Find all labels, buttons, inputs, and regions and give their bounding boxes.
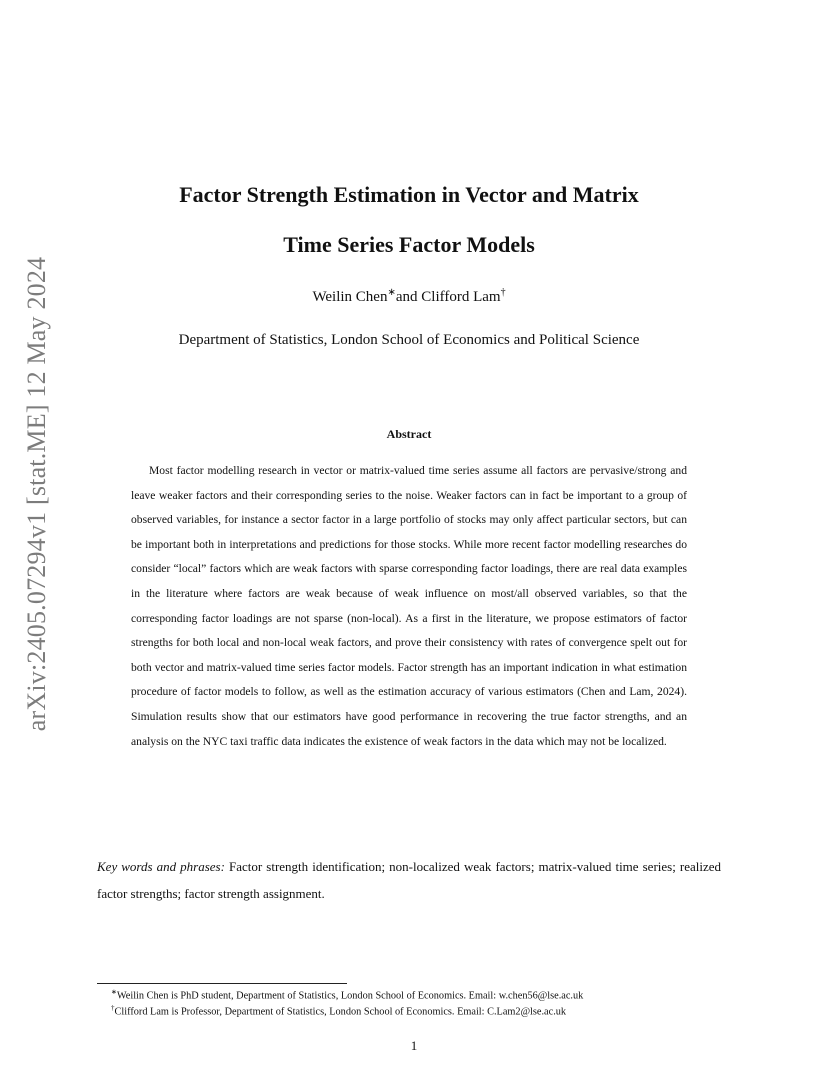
author-affiliation: Department of Statistics, London School of Economics and Political Science xyxy=(178,332,640,348)
paper-title xyxy=(100,170,718,270)
footnotes xyxy=(111,986,711,1019)
author-footnote-mark-1: ∗ xyxy=(387,287,396,298)
footnote-text-1: Weilin Chen is PhD student, Department of Statistics, London School of Economics. Email: w.chen56@lse.ac.uk xyxy=(116,990,584,1002)
abstract-text: Most factor modelling research in vector or matrix-valued time series assume all factors are pervasive/strong and leave weaker factors and their corresponding series to the noise. Weaker factors can in fact be important to a group of observed variables, for instance a sector factor in a large portfolio of stocks may only affect particular sectors, but can be important both in interpretations and predictions for those stocks. While more recent factor modelling researches do consider “local” factors which are weak factors with sparse corresponding factor loadings, there are real data examples in the literature where factors are weak because of weak influence on most/all observed variables, so that the corresponding factor loadings are not sparse (non-local). As a first in the literature, we propose estimators of factor strengths for both local and non-local weak factors, and prove their consistency with rates of convergence spelt out for both vector and matrix-valued time series factor models. Factor strength has an important indication in what estimation procedure of factor models to follow, as well as the estimation accuracy of various estimators (Chen and Lam, 2024). Simulation results show that our estimators have good performance in recovering the true factor strengths, and an analysis on the NYC taxi traffic data indicates the existence of weak factors in the data which may not be localized. xyxy=(131,464,687,748)
keywords-section xyxy=(97,853,721,907)
author-list xyxy=(100,287,718,306)
footnote-1 xyxy=(111,986,711,1002)
keywords-label: Key words and phrases: xyxy=(97,859,225,874)
author-footnote-mark-2: † xyxy=(500,287,506,298)
footnote-2 xyxy=(111,1002,711,1018)
author-name-1: Weilin Chen xyxy=(312,289,388,305)
footnote-divider xyxy=(97,983,347,984)
author-name-2: and Clifford Lam xyxy=(395,289,501,305)
footnote-mark-1: ∗ xyxy=(111,988,117,996)
title-line-1: Factor Strength Estimation in Vector and Matrix xyxy=(179,182,639,207)
keywords-text: Factor strength identification; non-localized weak factors; matrix-valued time series; realized factor strengths; factor strength assignment. xyxy=(97,859,722,901)
footnote-text-2: Clifford Lam is Professor, Department of Statistics, London School of Economics. Email: C.Lam2@lse.ac.uk xyxy=(114,1006,567,1018)
abstract-heading: Abstract xyxy=(386,427,432,441)
arxiv-identifier-stamp: arXiv:2405.07294v1 [stat.ME] 12 May 2024 xyxy=(22,256,51,732)
title-line-2: Time Series Factor Models xyxy=(283,232,535,257)
footnote-mark-2: † xyxy=(111,1004,115,1013)
page-number: 1 xyxy=(410,1038,418,1053)
